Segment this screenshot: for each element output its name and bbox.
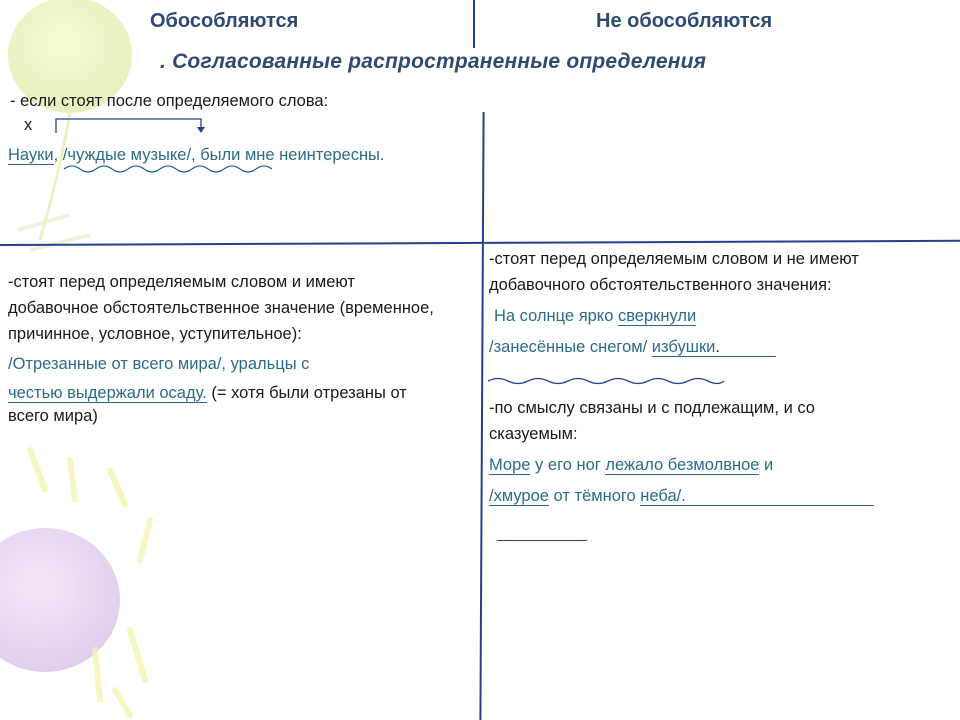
example-definition-start: /хмурое: [489, 487, 549, 505]
left-top-rule: - если стоят после определяемого слова:: [10, 92, 329, 110]
header-left: Обособляются: [150, 10, 299, 32]
example-line-1: /Отрезанные от всего мира/, уральцы с: [8, 355, 310, 373]
rule-line-1: -по смыслу связаны и с подлежащим, и со: [489, 399, 815, 417]
right-bottom-rule: [489, 395, 815, 447]
example-rest: , были мне неинтересны.: [191, 146, 385, 164]
right-top-example-2: [489, 334, 776, 360]
left-bottom-example: [8, 350, 407, 431]
example-noun: Науки: [8, 146, 54, 164]
example-part-b: от тёмного: [548, 487, 641, 505]
page-title: . Согласованные распространенные определения: [160, 50, 707, 73]
rule-line-1: -стоят перед определяемым словом и имеют: [8, 273, 355, 291]
example-period: .: [715, 338, 776, 357]
rule-line-2: сказуемым:: [489, 425, 578, 443]
wavy-line: [486, 374, 726, 388]
empty-underline: [497, 540, 587, 541]
example-line-3: всего мира): [8, 407, 98, 425]
rule-line-3: причинное, условное, уступительное):: [8, 325, 302, 343]
header-divider: [473, 0, 475, 48]
rule-line-2: добавочного обстоятельственного значения:: [489, 276, 832, 294]
example-predicate: лежало безмолвное: [605, 456, 760, 474]
right-bottom-example-1: [489, 452, 773, 478]
example-subject: избушки: [651, 338, 716, 356]
right-top-example-1: [494, 303, 696, 329]
right-bottom-example-2: [489, 483, 874, 509]
left-bottom-rule: [8, 269, 434, 347]
rule-line-1: -стоят перед определяемым словом и не имеют: [489, 250, 859, 268]
rule-line-2: добавочное обстоятельственное значение (временное,: [8, 299, 434, 317]
example-predicate: честью выдержали осаду.: [8, 384, 207, 402]
example-definition: /занесённые снегом/: [489, 338, 652, 356]
example-definition-end: неба/.: [640, 487, 874, 506]
placement-arrow: [54, 116, 214, 136]
example-predicate: сверкнули: [617, 307, 697, 325]
header-right: Не обособляются: [596, 10, 773, 32]
example-explanation: (= хотя были отрезаны от: [206, 384, 407, 402]
right-top-rule: [489, 246, 859, 298]
violet-balloon: [0, 528, 120, 672]
example-part-b: у его ног: [530, 456, 606, 474]
example-definition: , /чуждые музыке/: [53, 146, 192, 164]
example-subject: Море: [489, 456, 531, 474]
example-part-d: и: [759, 456, 774, 474]
wavy-underline: [62, 160, 282, 176]
placement-marker: х: [24, 116, 33, 134]
example-part-a: На солнце ярко: [494, 307, 618, 325]
